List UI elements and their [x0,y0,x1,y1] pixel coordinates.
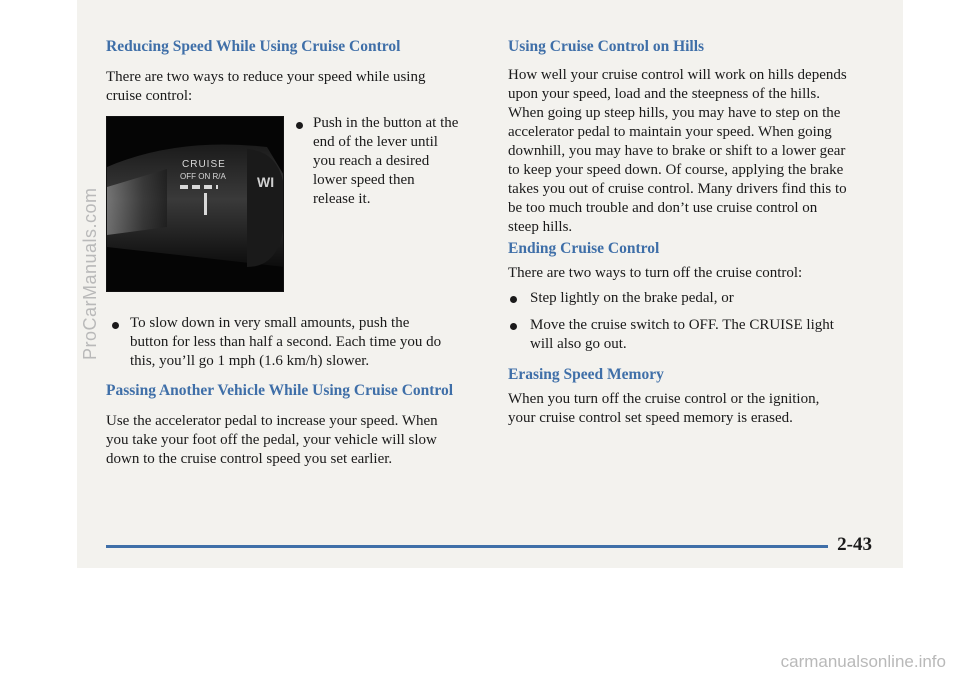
hills-line-8: be too much trouble and don’t use cruise control on [508,200,818,216]
bullet-dot [296,122,303,129]
photo-label-off-on-ra: OFF ON R/A [180,172,226,181]
erasing-line-1: When you turn off the cruise control or the ignition, [508,391,820,407]
bullet1-line-5: release it. [313,191,371,207]
hills-line-9: steep hills. [508,219,573,235]
bullet-dot [112,322,119,329]
hills-line-1: How well your cruise control will work on hills depends [508,67,847,83]
watermark-side: ProCarManuals.com [80,187,100,360]
erasing-line-2: your cruise control set speed memory is erased. [508,410,793,426]
bullet1-line-3: you reach a desired [313,153,430,169]
watermark-bottom: carmanualsonline.info [780,652,946,671]
bullet1-line-4: lower speed then [313,172,415,188]
cruise-lever-photo [106,116,284,292]
cruise-lever-illustration [107,117,284,292]
bullet2-line-1: To slow down in very small amounts, push the [130,315,410,331]
bullet-dot [510,323,517,330]
photo-side-text: WI [257,174,275,190]
heading-ending: Ending Cruise Control [508,240,660,257]
hills-line-2: upon your speed, load and the steepness of the hills. [508,86,821,102]
photo-label-cruise: CRUISE [182,159,226,170]
ending-bullet-2-line-2: will also go out. [530,336,627,352]
bullet1-line-1: Push in the button at the [313,115,459,131]
heading-passing-vehicle: Passing Another Vehicle While Using Cruise Control [106,382,454,399]
heading-hills: Using Cruise Control on Hills [508,38,705,55]
hills-line-4: accelerator pedal to maintain your speed. When going [508,124,832,140]
photo-indicator-dashes [180,185,218,189]
bullet2-line-3: this, you’ll go 1 mph (1.6 km/h) slower. [130,353,370,369]
heading-erasing: Erasing Speed Memory [508,366,664,383]
intro-line-1: There are two ways to reduce your speed while using [106,69,426,85]
hills-line-3: When going up steep hills, you may have to step on the [508,105,841,121]
ending-bullet-2-line-1: Move the cruise switch to OFF. The CRUISE light [530,317,834,333]
passing-line-2: you take your foot off the pedal, your vehicle will slow [106,432,437,448]
intro-line-2: cruise control: [106,88,193,104]
passing-line-3: down to the cruise control speed you set earlier. [106,451,393,467]
heading-reducing-speed: Reducing Speed While Using Cruise Control [106,38,401,55]
hills-line-7: takes you out of cruise control. Many drivers find this to [508,181,847,197]
hills-line-6: to keep your speed down. Of course, applying the brake [508,162,844,178]
bullet-dot [510,296,517,303]
hills-line-5: downhill, you may have to brake or shift to a lower gear [508,143,846,159]
bullet1-line-2: end of the lever until [313,134,438,150]
ending-bullet-1: Step lightly on the brake pedal, or [530,290,734,306]
page-number: 2-43 [837,534,872,555]
ending-intro: There are two ways to turn off the cruise control: [508,265,803,281]
passing-line-1: Use the accelerator pedal to increase your speed. When [106,413,438,429]
footer-rule [106,545,828,548]
bullet2-line-2: button for less than half a second. Each time you do [130,334,442,350]
